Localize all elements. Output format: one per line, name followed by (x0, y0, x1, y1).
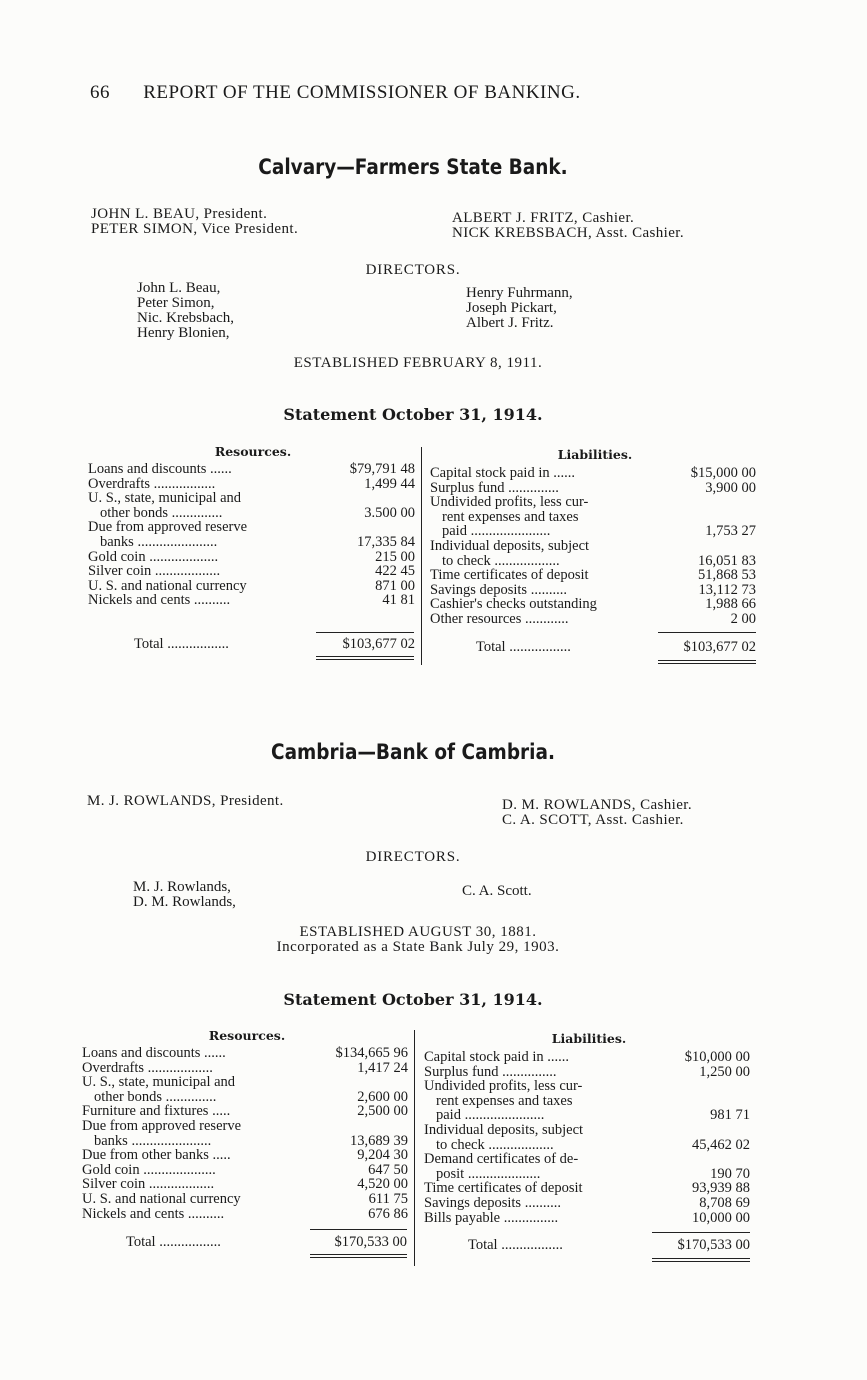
item-label: Due from approved reserve (88, 520, 248, 535)
total-amount: $170,533 00 (334, 1234, 407, 1250)
liabilities-list (430, 466, 756, 627)
item-label: Time certificates of deposit (430, 568, 589, 583)
resource-row (88, 491, 415, 506)
item-label: to check .................. (436, 1137, 554, 1153)
total-liabilities-row (476, 639, 756, 656)
resource-row (88, 506, 415, 521)
item-label: U. S., state, municipal and (88, 491, 242, 506)
item-amount: 9,204 30 (357, 1147, 408, 1164)
item-label: U. S. and national currency (88, 578, 247, 594)
resource-row (82, 1061, 408, 1076)
item-label: Other resources ............ (430, 611, 569, 627)
director: Peter Simon, (137, 295, 215, 311)
total-amount: $170,533 00 (677, 1237, 750, 1253)
resource-row (82, 1192, 408, 1207)
total-label: Total ................. (134, 636, 229, 652)
liabilities-heading: Liabilities. (557, 447, 633, 462)
director: Henry Fuhrmann, (466, 285, 573, 301)
item-amount: 13,689 39 (350, 1132, 408, 1149)
officers-right (452, 211, 684, 241)
sum-rule (658, 632, 756, 633)
total-amount: $103,677 02 (683, 639, 756, 655)
item-label: Cashier's checks outstanding (430, 597, 597, 612)
item-label: Demand certificates of de- (424, 1152, 579, 1167)
item-label: paid ...................... (442, 524, 551, 539)
item-amount: 2,600 00 (357, 1088, 408, 1105)
director: Joseph Pickart, (466, 300, 557, 316)
item-amount (664, 510, 756, 525)
director: Henry Blonien, (137, 325, 230, 341)
page-header (90, 82, 581, 104)
double-rule (316, 656, 414, 657)
resources-list (82, 1046, 408, 1221)
item-label: Loans and discounts ...... (82, 1046, 226, 1061)
resource-row (82, 1104, 408, 1119)
item-label: U. S. and national currency (82, 1191, 241, 1207)
resource-row (82, 1046, 408, 1061)
total-liabilities-row (468, 1237, 750, 1254)
item-label: Undivided profits, less cur- (430, 495, 589, 510)
resource-row (88, 579, 415, 594)
item-amount: 647 50 (368, 1161, 408, 1178)
director: John L. Beau, (137, 280, 221, 296)
item-label: Due from other banks ..... (82, 1148, 231, 1163)
resources-heading: Resources. (214, 444, 292, 459)
item-label: Surplus fund ............... (424, 1064, 557, 1080)
item-label: Loans and discounts ...... (88, 462, 232, 477)
item-label: Individual deposits, subject (424, 1122, 584, 1138)
sum-rule (316, 632, 414, 633)
item-label: Nickels and cents .......... (88, 593, 231, 608)
total-label: Total ................. (468, 1237, 563, 1253)
double-rule (652, 1258, 750, 1259)
liability-row (424, 1167, 750, 1182)
directors-right (462, 884, 532, 899)
item-label: Gold coin .................... (82, 1162, 216, 1178)
item-amount (654, 1079, 750, 1094)
officer: M. J. ROWLANDS, President. (87, 793, 284, 809)
item-amount: 190 70 (710, 1165, 750, 1182)
liability-row (424, 1138, 750, 1153)
double-rule (310, 1254, 407, 1255)
incorporated-line: Incorporated as a State Bank July 29, 1903. (276, 939, 560, 955)
total-amount: $103,677 02 (342, 636, 415, 652)
total-label: Total ................. (126, 1234, 221, 1250)
item-amount (312, 1075, 408, 1090)
officers-right (502, 798, 692, 828)
liability-row (430, 466, 756, 481)
resource-row (82, 1119, 408, 1134)
item-amount: 51,868 53 (698, 567, 756, 584)
liabilities-heading: Liabilities. (551, 1031, 627, 1046)
item-amount: 422 45 (375, 563, 415, 580)
liability-row (430, 554, 756, 569)
director: C. A. Scott. (462, 883, 532, 899)
item-amount: 2,500 00 (357, 1103, 408, 1120)
column-divider (414, 1030, 415, 1266)
resource-row (88, 535, 415, 550)
item-amount: $10,000 00 (684, 1049, 750, 1065)
item-label: Silver coin .................. (88, 564, 221, 579)
item-label: Savings deposits .......... (424, 1195, 561, 1211)
sum-rule (310, 1229, 407, 1230)
liability-row (424, 1152, 750, 1167)
liability-row (430, 568, 756, 583)
statement-heading: Statement October 31, 1914. (283, 990, 543, 1009)
directors-heading: DIRECTORS. (365, 849, 461, 865)
resource-row (82, 1090, 408, 1105)
liability-row (424, 1108, 750, 1123)
resource-row (82, 1148, 408, 1163)
item-label: Silver coin .................. (82, 1177, 215, 1192)
resource-row (82, 1134, 408, 1149)
liability-row (430, 583, 756, 598)
bank-title: Calvary—Farmers State Bank. (258, 155, 568, 179)
item-amount: 676 86 (368, 1205, 408, 1222)
item-amount: 1,988 66 (705, 596, 756, 613)
established: ESTABLISHED FEBRUARY 8, 1911. (293, 355, 543, 371)
page-number: 66 (90, 82, 110, 103)
double-rule (310, 1257, 407, 1258)
directors-right (466, 286, 573, 331)
liability-row (430, 597, 756, 612)
directors-left (133, 880, 236, 910)
item-label: banks ...................... (100, 534, 218, 550)
directors-heading: DIRECTORS. (365, 262, 461, 278)
director: Nic. Krebsbach, (137, 310, 235, 326)
officer: JOHN L. BEAU, President. (91, 206, 268, 222)
item-amount: 1,499 44 (364, 475, 415, 492)
item-amount: 16,051 83 (698, 552, 756, 569)
liability-row (430, 539, 756, 554)
item-amount: 41 81 (382, 592, 415, 609)
officer: ALBERT J. FRITZ, Cashier. (452, 210, 635, 226)
liability-row (424, 1196, 750, 1211)
resource-row (88, 593, 415, 608)
item-amount (312, 1119, 408, 1134)
double-rule (652, 1261, 750, 1262)
item-amount: 1,250 00 (699, 1063, 750, 1080)
item-amount: 871 00 (375, 577, 415, 594)
resource-row (88, 462, 415, 477)
item-amount: 4,520 00 (357, 1176, 408, 1193)
total-resources-row (134, 636, 415, 653)
item-label: other bonds .............. (94, 1089, 217, 1105)
liability-row (430, 510, 756, 525)
item-label: rent expenses and taxes (436, 1093, 573, 1109)
director: D. M. Rowlands, (133, 894, 236, 910)
item-amount: 3,900 00 (705, 479, 756, 496)
item-amount: $134,665 96 (335, 1045, 408, 1061)
resources-heading: Resources. (208, 1028, 286, 1043)
established-line: ESTABLISHED AUGUST 30, 1881. (299, 924, 537, 940)
item-amount: 10,000 00 (692, 1209, 750, 1226)
sum-rule (652, 1232, 750, 1233)
liability-row (424, 1079, 750, 1094)
item-amount: $79,791 48 (349, 461, 415, 477)
total-resources-row (126, 1234, 407, 1251)
item-label: Overdrafts ................. (88, 476, 216, 492)
double-rule (316, 659, 414, 660)
double-rule (658, 660, 756, 661)
liability-row (424, 1065, 750, 1080)
statement-heading: Statement October 31, 1914. (283, 405, 543, 424)
liability-row (424, 1123, 750, 1138)
liability-row (430, 524, 756, 539)
item-label: Undivided profits, less cur- (424, 1079, 583, 1094)
resource-row (88, 477, 415, 492)
item-amount (323, 491, 415, 506)
officer: PETER SIMON, Vice President. (91, 221, 299, 237)
item-label: Bills payable ............... (424, 1210, 559, 1226)
item-label: paid ...................... (436, 1108, 545, 1123)
item-label: Overdrafts .................. (82, 1060, 213, 1076)
liability-row (430, 495, 756, 510)
item-label: other bonds .............. (100, 505, 223, 521)
liability-row (424, 1211, 750, 1226)
item-label: Individual deposits, subject (430, 538, 590, 554)
item-amount: 1,417 24 (357, 1059, 408, 1076)
item-label: Furniture and fixtures ..... (82, 1104, 231, 1119)
directors-left (137, 281, 234, 341)
item-amount (664, 495, 756, 510)
resources-list (88, 462, 415, 608)
total-label: Total ................. (476, 639, 571, 655)
item-amount: 45,462 02 (692, 1136, 750, 1153)
item-amount: $15,000 00 (690, 465, 756, 481)
item-amount (323, 520, 415, 535)
liability-row (424, 1094, 750, 1109)
item-amount: 8,708 69 (699, 1194, 750, 1211)
item-label: Capital stock paid in ...... (430, 466, 575, 481)
item-amount: 215 00 (375, 548, 415, 565)
item-label: rent expenses and taxes (442, 509, 579, 525)
liability-row (424, 1050, 750, 1065)
item-amount (654, 1152, 750, 1167)
liability-row (430, 481, 756, 496)
item-amount (654, 1123, 750, 1138)
item-label: Time certificates of deposit (424, 1181, 583, 1196)
item-amount: 3.500 00 (364, 504, 415, 521)
item-label: banks ...................... (94, 1133, 212, 1149)
director: M. J. Rowlands, (133, 879, 231, 895)
running-title: REPORT OF THE COMMISSIONER OF BANKING. (143, 82, 581, 103)
liability-row (430, 612, 756, 627)
liability-row (424, 1181, 750, 1196)
item-amount: 93,939 88 (692, 1180, 750, 1197)
resource-row (82, 1207, 408, 1222)
resource-row (88, 550, 415, 565)
liabilities-list (424, 1050, 750, 1225)
item-amount: 17,335 84 (357, 533, 415, 550)
resource-row (82, 1177, 408, 1192)
bank-title: Cambria—Bank of Cambria. (271, 740, 555, 764)
item-amount: 13,112 73 (698, 581, 756, 598)
officers-left (87, 794, 284, 809)
officer: NICK KREBSBACH, Asst. Cashier. (452, 225, 685, 241)
item-amount: 611 75 (368, 1190, 408, 1207)
officer: C. A. SCOTT, Asst. Cashier. (502, 812, 684, 828)
item-amount: 2 00 (730, 610, 756, 627)
item-label: Savings deposits .......... (430, 582, 567, 598)
resource-row (88, 520, 415, 535)
double-rule (658, 663, 756, 664)
resource-row (82, 1163, 408, 1178)
officer: D. M. ROWLANDS, Cashier. (502, 797, 693, 813)
item-amount (664, 539, 756, 554)
officers-left (91, 207, 298, 237)
resource-row (82, 1075, 408, 1090)
item-amount: 1,753 27 (705, 523, 756, 540)
item-amount: 981 71 (710, 1107, 750, 1124)
item-label: Due from approved reserve (82, 1118, 242, 1134)
column-divider (421, 447, 422, 665)
item-label: Nickels and cents .......... (82, 1206, 225, 1222)
established (0, 925, 836, 955)
item-label: Gold coin ................... (88, 549, 219, 565)
resource-row (88, 564, 415, 579)
item-label: U. S., state, municipal and (82, 1075, 236, 1090)
item-label: posit .................... (436, 1166, 541, 1182)
item-amount (654, 1094, 750, 1109)
director: Albert J. Fritz. (466, 315, 554, 331)
item-label: Surplus fund .............. (430, 480, 559, 496)
item-label: Capital stock paid in ...... (424, 1050, 569, 1065)
item-label: to check .................. (442, 553, 560, 569)
